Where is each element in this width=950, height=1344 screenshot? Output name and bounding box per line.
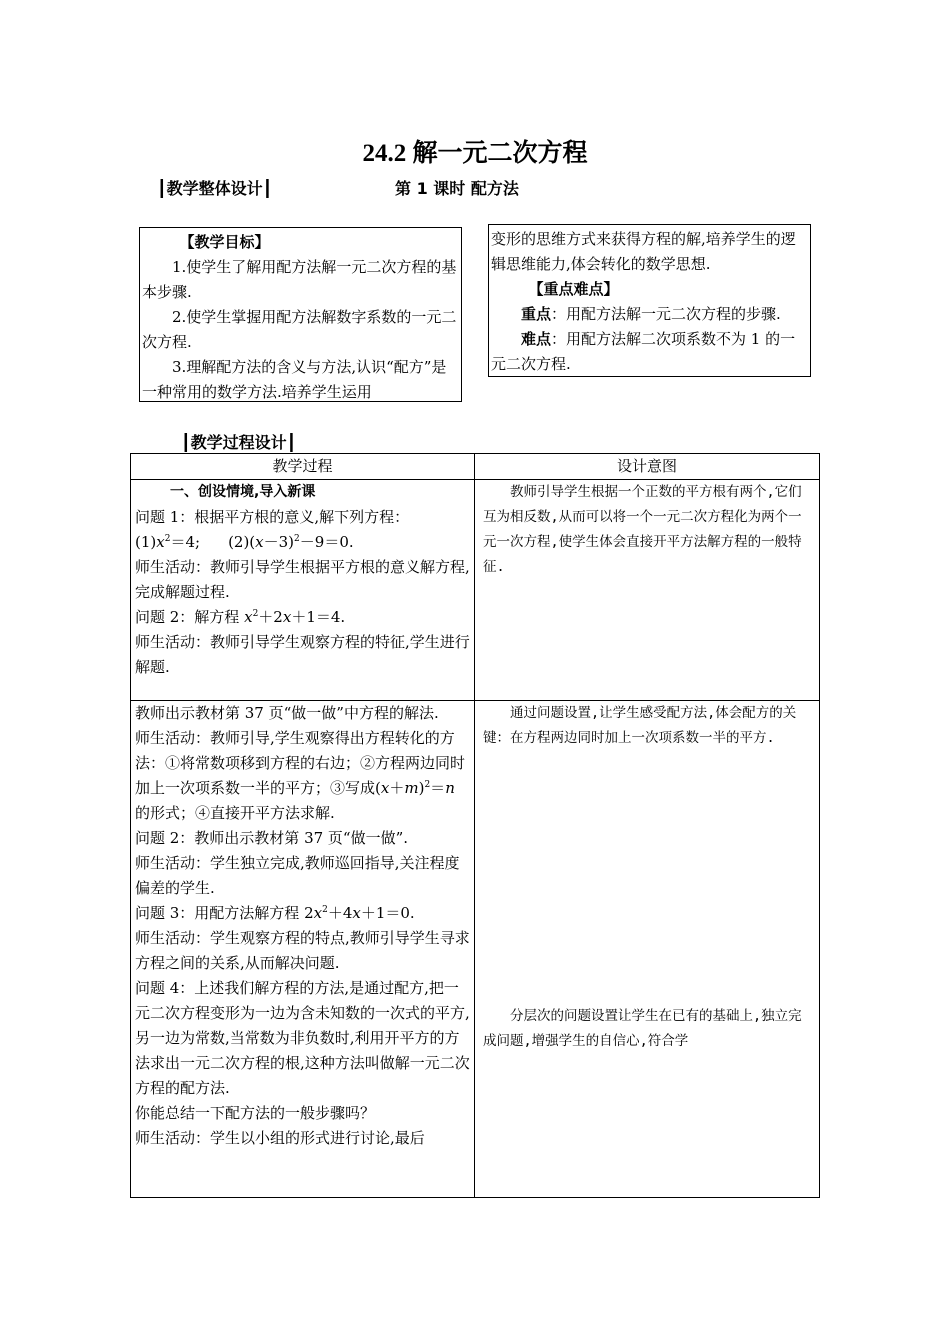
intent-cell: [475, 701, 820, 1198]
process-cell: [131, 480, 475, 701]
eq-text: 问题 2：解方程: [135, 608, 245, 626]
section-heading-process: [181, 430, 296, 453]
eq-text: ): [418, 779, 425, 797]
eq-sup: 2: [424, 780, 431, 790]
question-2: [135, 605, 470, 630]
eq-sup: 2: [294, 534, 300, 544]
key-point-text: ：用配方法解一元二次方程的步骤.: [551, 305, 781, 323]
objective-item-3: 3.理解配方法的含义与方法,认识“配方”是一种常用的数学方法.培养学生运用: [142, 358, 447, 401]
eq-sup: 2: [252, 609, 259, 619]
objective-item-2: 2.使学生掌握用配方法解数字系数的一元二次方程.: [142, 308, 457, 351]
paragraph: 师生活动：学生以小组的形式进行讨论,最后: [135, 1129, 425, 1147]
paragraph: 师生活动：学生独立完成,教师巡回指导,关注程度偏差的学生.: [135, 854, 460, 897]
eq-var: x: [156, 533, 165, 551]
question-1: 问题 1：根据平方根的意义,解下列方程：: [135, 508, 410, 526]
heading-bar-left: ┃: [181, 433, 191, 452]
eq-var: x: [313, 904, 323, 922]
intent-text: 教师引导学生根据一个正数的平方根有两个,它们互为相反数,从而可以将一个一元二次方程化为两个一元一次方程,使学生体会直接开平方法解方程的一般特征.: [483, 484, 802, 575]
heading-bar-right: ┃: [286, 433, 297, 452]
paragraph: 师生活动：学生观察方程的特点,教师引导学生寻求方程之间的关系,从而解决问题.: [135, 929, 470, 972]
section-heading-overall-label: 教学整体设计: [166, 179, 263, 198]
equations-line: [135, 530, 470, 555]
difficulty-text: ：用配方法解二次项系数不为 1 的一元二次方程.: [491, 330, 796, 373]
heading-bar-left: ┃: [157, 179, 167, 198]
eq-var: x: [352, 904, 361, 922]
eq-text: ＋1＝0.: [360, 904, 415, 922]
teaching-process-table: [130, 453, 820, 1198]
eq-var: x: [255, 533, 264, 551]
eq-text: 的形式；④直接开平方法求解.: [135, 804, 335, 822]
table-row: [131, 701, 820, 1198]
activity-1: 师生活动：教师引导学生根据平方根的意义解方程,完成解题过程.: [135, 558, 470, 601]
eq-var: x: [282, 608, 292, 626]
objective-item-1: 1.使学生了解用配方法解一元二次方程的基本步骤.: [142, 258, 457, 301]
key-point-line: [491, 302, 808, 327]
key-points-heading: 【重点难点】: [528, 280, 619, 298]
eq-text: －9＝0.: [299, 533, 354, 551]
section-heading-process-label: 教学过程设计: [190, 433, 287, 452]
paragraph: 问题 4：上述我们解方程的方法,是通过配方,把一元二次方程变形为一边为含未知数的一次式的平方,另一边为常数,当常数为非负数时,利用开平方的方法求出一元二次方程的根,这种方法叫做解一元二次方程的配方法.: [135, 979, 470, 1097]
eq-text: ＋2: [258, 608, 283, 626]
eq-text: (2)(: [228, 533, 256, 551]
eq-var: x: [380, 779, 390, 797]
eq-sup: 2: [322, 905, 328, 915]
eq-var: m: [404, 779, 419, 797]
section-heading-overall: [157, 176, 272, 199]
column-header: 设计意图: [475, 454, 820, 480]
activity-2: 师生活动：教师引导学生观察方程的特征,学生进行解题.: [135, 633, 470, 676]
table-row: [131, 480, 820, 701]
eq-text: ＝4;: [170, 533, 201, 551]
eq-text: ＋1＝4.: [291, 608, 346, 626]
column-header: 教学过程: [131, 454, 475, 480]
table-header-row: [131, 454, 820, 480]
objectives-heading: 【教学目标】: [179, 233, 270, 251]
eq-text: 问题 3：用配方法解方程 2: [135, 904, 314, 922]
eq-text: ＝: [430, 779, 446, 797]
page-title: 24.2 解一元二次方程: [362, 140, 588, 167]
process-cell: [131, 701, 475, 1198]
intent-text: 通过问题设置,让学生感受配方法,体会配方的关键：在方程两边同时加上一次项系数一半的平方.: [483, 705, 797, 746]
objectives-box: [139, 227, 462, 402]
eq-var: x: [244, 608, 253, 626]
paragraph: [135, 726, 470, 826]
paragraph: 你能总结一下配方法的一般步骤吗？: [135, 1104, 376, 1122]
section-title-intro: 一、创设情境,导入新课: [170, 484, 316, 500]
paragraph: 问题 2：教师出示教材第 37 页“做一做”.: [135, 829, 409, 847]
eq-text: ＋: [389, 779, 405, 797]
key-points-box: [488, 224, 811, 377]
intent-text: 分层次的问题设置让学生在已有的基础上,独立完成问题,增强学生的自信心,符合学: [483, 1008, 802, 1049]
lesson-title: 第 1 课时 配方法: [395, 179, 519, 198]
heading-bar-right: ┃: [262, 179, 273, 198]
eq-text: 师生活动：教师引导,学生观察得出方程转化的方法：①将常数项移到方程的右边；②方程两边同时加上一次项系数一半的平方；③写成(: [135, 729, 466, 797]
difficulty-line: [491, 327, 808, 377]
eq-sup: 2: [164, 534, 171, 544]
intent-cell: [475, 480, 820, 701]
difficulty-label: 难点: [521, 330, 552, 348]
eq-text: (1): [135, 533, 157, 551]
objectives-continued: 变形的思维方式来获得方程的解,培养学生的逻辑思维能力,体会转化的数学思想.: [491, 230, 796, 273]
key-point-label: 重点: [521, 305, 552, 323]
eq-text: ＋4: [327, 904, 353, 922]
eq-text: －3): [263, 533, 295, 551]
eq-var: n: [445, 779, 455, 797]
paragraph: [135, 901, 470, 926]
paragraph: 教师出示教材第 37 页“做一做”中方程的解法.: [135, 704, 439, 722]
